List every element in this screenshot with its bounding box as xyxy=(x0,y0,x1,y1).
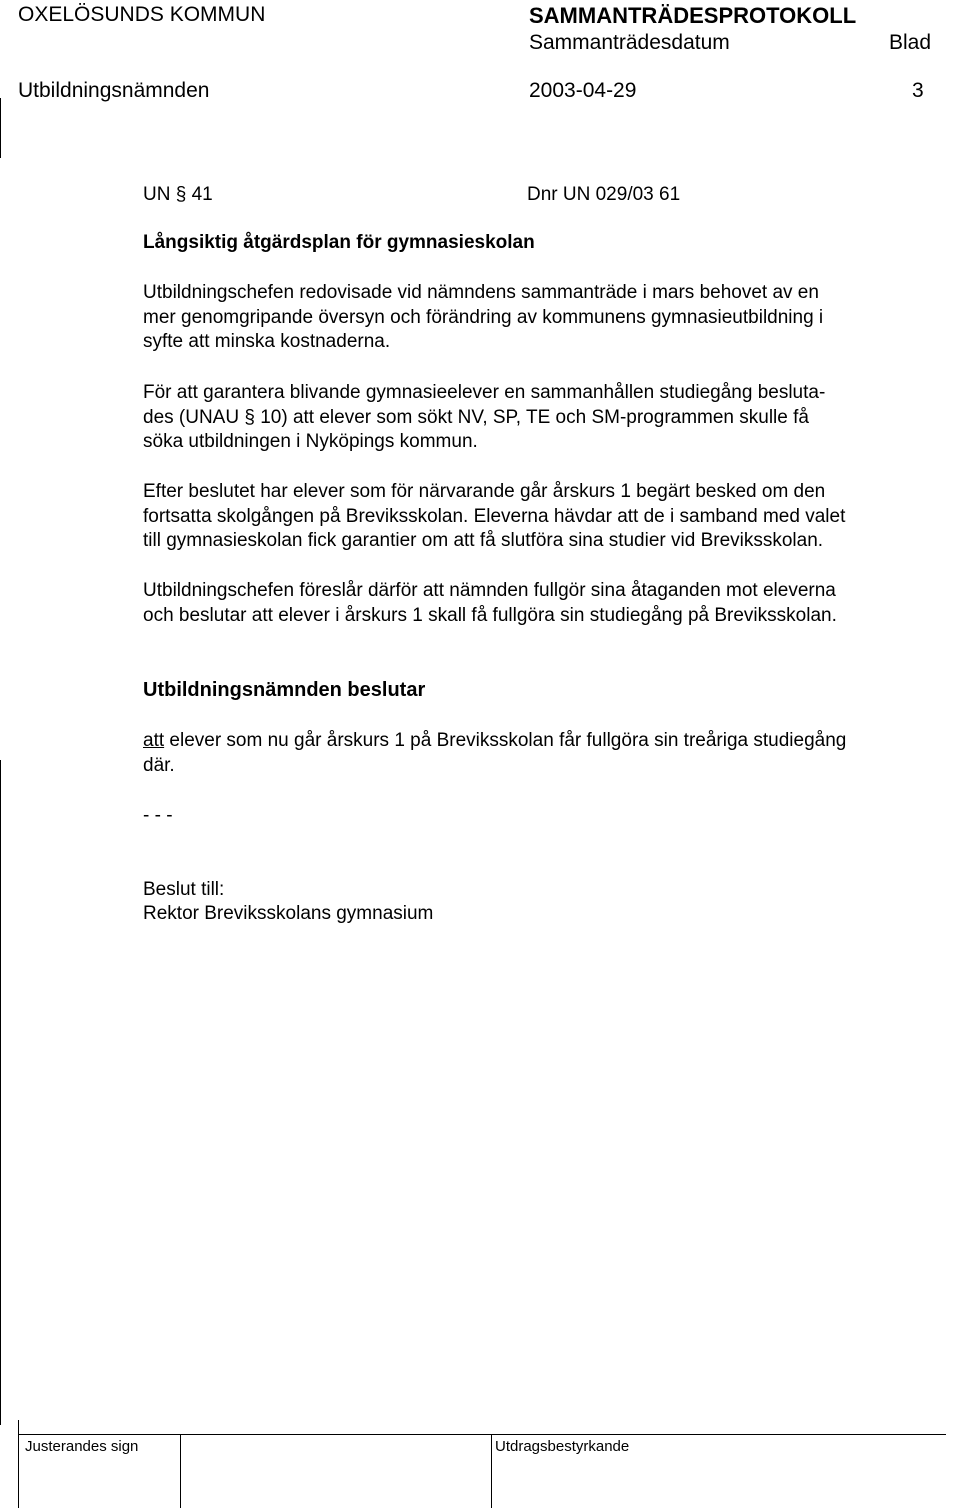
margin-rule-bottom xyxy=(0,760,1,1425)
page-number: 3 xyxy=(912,79,924,102)
att-keyword: att xyxy=(143,730,165,751)
distribution-label: Beslut till: xyxy=(143,879,225,900)
decision-heading: Utbildningsnämnden beslutar xyxy=(143,679,426,701)
page-label: Blad xyxy=(889,31,932,54)
paragraph-line: till gymnasieskolan fick garantier om att få slutföra sina studier vid Breviksskolan. xyxy=(143,530,824,551)
section-separator: - - - xyxy=(143,805,173,826)
margin-rule-top xyxy=(0,98,1,158)
paragraph-line: des (UNAU § 10) att elever som sökt NV, SP, TE och SM-programmen skulle få xyxy=(143,406,809,428)
footer-certify-label: Utdragsbestyrkande xyxy=(495,1438,630,1455)
document-type: SAMMANTRÄDESPROTOKOLL xyxy=(529,3,857,28)
decision-text xyxy=(143,729,943,778)
footer-left-rule xyxy=(18,1420,19,1508)
date-label: Sammanträdesdatum xyxy=(529,31,730,54)
decision-line-1 xyxy=(143,729,943,754)
footer-top-rule xyxy=(18,1434,946,1435)
decision-line-1-rest: elever som nu går årskurs 1 på Breviksskolan får fullgöra sin treåriga studiegång xyxy=(164,730,847,751)
paragraph-line: För att garantera blivande gymnasieelever en sammanhållen studiegång besluta- xyxy=(143,382,826,403)
case-number: UN § 41 xyxy=(143,184,213,205)
paragraph-line: fortsatta skolgången på Breviksskolan. Eleverna hävdar att de i samband med valet xyxy=(143,505,846,527)
footer-divider-sign xyxy=(180,1434,181,1508)
paragraph-line: Efter beslutet har elever som för närvarande går årskurs 1 begärt besked om den xyxy=(143,481,826,502)
paragraph-line: söka utbildningen i Nyköpings kommun. xyxy=(143,431,478,452)
decision-line-2: där. xyxy=(143,754,175,776)
diary-number: Dnr UN 029/03 61 xyxy=(527,184,681,205)
paragraph-3 xyxy=(143,480,943,554)
distribution-recipient: Rektor Breviksskolans gymnasium xyxy=(143,903,434,924)
committee-name: Utbildningsnämnden xyxy=(18,79,210,102)
paragraph-1 xyxy=(143,281,943,355)
paragraph-2 xyxy=(143,381,943,455)
paragraph-4 xyxy=(143,579,943,628)
paragraph-line: syfte att minska kostnaderna. xyxy=(143,331,391,352)
paragraph-line: Utbildningschefen redovisade vid nämndens sammanträde i mars behovet av en xyxy=(143,282,819,303)
municipality-name: OXELÖSUNDS KOMMUN xyxy=(18,3,266,26)
paragraph-line: Utbildningschefen föreslår därför att nämnden fullgör sina åtaganden mot eleverna xyxy=(143,580,836,601)
case-title: Långsiktig åtgärdsplan för gymnasieskolan xyxy=(143,232,535,253)
footer-sign-label: Justerandes sign xyxy=(25,1438,139,1455)
paragraph-line: mer genomgripande översyn och förändring av kommunens gymnasieutbildning i xyxy=(143,306,824,328)
meeting-date: 2003-04-29 xyxy=(529,79,637,102)
paragraph-line: och beslutar att elever i årskurs 1 skall få fullgöra sin studiegång på Breviksskolan. xyxy=(143,604,837,626)
footer-divider-certify xyxy=(491,1434,492,1508)
